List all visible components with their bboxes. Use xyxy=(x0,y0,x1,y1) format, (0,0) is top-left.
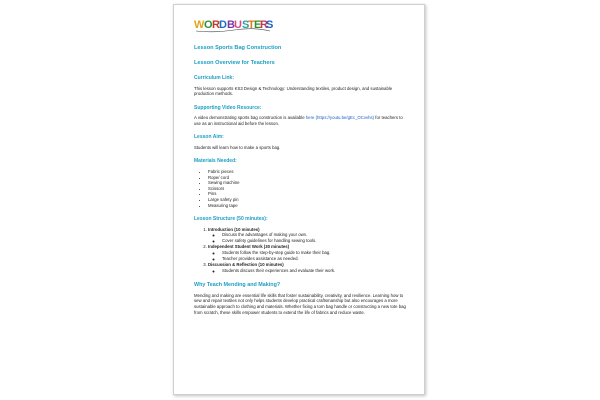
aim-heading: Lesson Aim: xyxy=(194,134,224,141)
list-item: • Scissors xyxy=(208,186,408,192)
why-text: Mending and making are essential life skills that foster sustainability, creativity, and resilience. Learning how to sew and repair textiles not only helps students develop practical craftsmanship but also encourages a more sustainable approach to clothing and materials. Whether fixing a torn bag handle or constructing a new tote bag from scratch, these skills empower students to extend the life of fabrics and reduce waste. xyxy=(194,292,406,315)
svg-text:R: R xyxy=(212,19,220,31)
phase-label: Independent Student Work (30 minutes) xyxy=(208,244,290,250)
list-item: • Measuring tape xyxy=(208,203,408,209)
materials-list xyxy=(194,169,408,208)
svg-text:S: S xyxy=(242,19,250,31)
structure-heading: Lesson Structure (50 minutes): xyxy=(194,216,268,223)
structure-phase xyxy=(208,244,408,261)
structure-phase xyxy=(208,227,408,244)
phase-label: Discussion & Reflection (10 minutes) xyxy=(208,262,284,268)
list-item: • Pins xyxy=(208,191,408,197)
svg-text:D: D xyxy=(219,19,227,31)
svg-text:S: S xyxy=(266,19,274,31)
phase-items xyxy=(208,268,408,274)
aim-text: Students will learn how to make a sports bag. xyxy=(194,144,281,150)
phase-items xyxy=(208,250,408,261)
svg-text:O: O xyxy=(204,19,213,31)
video-text-before: A video demonstrating sports bag construction is available xyxy=(194,115,306,121)
list-item: • Fabric pieces xyxy=(208,169,408,175)
phase-label: Introduction (10 minutes) xyxy=(208,226,260,232)
list-item: • Rope/ cord xyxy=(208,175,408,181)
svg-text:B: B xyxy=(227,19,235,31)
svg-text:E: E xyxy=(254,19,262,31)
why-heading: Why Teach Mending and Making? xyxy=(194,282,281,289)
list-item: ◦ Students discuss their experiences and evaluate their work. xyxy=(222,268,408,274)
list-item: ◦ Students follow the step-by-step guide to make their bag. xyxy=(222,250,408,256)
list-item: ◦ Discuss the advantages of making your own. xyxy=(222,232,408,238)
logo-graphic xyxy=(194,15,272,33)
page-content xyxy=(194,13,408,315)
video-text-after: for teachers to use as an instructional aid before the lesson. xyxy=(194,115,403,126)
svg-text:U: U xyxy=(234,19,242,31)
list-item: ◦ Teacher provides assistance as needed. xyxy=(222,256,408,262)
structure-phase xyxy=(208,262,408,273)
curriculum-text: This lesson supports KS3 Design & Technology: Understanding textiles, product design, and sustainable production methods. xyxy=(194,85,393,97)
materials-heading: Materials Needed: xyxy=(194,158,237,165)
document-subtitle: Lesson Overview for Teachers xyxy=(194,60,275,66)
svg-text:T: T xyxy=(248,19,255,31)
video-link[interactable]: here (https://youtu.be/gEc_OCvvhs) xyxy=(305,115,375,121)
curriculum-heading: Curriculum Link: xyxy=(194,75,235,81)
list-item: • Large safety pin xyxy=(208,197,408,203)
phase-items xyxy=(208,232,408,243)
svg-text:W: W xyxy=(194,19,205,31)
svg-text:R: R xyxy=(260,19,268,31)
document-page xyxy=(173,4,425,395)
document-title: Lesson Sports Bag Construction xyxy=(194,45,282,51)
list-item: • Sewing machine xyxy=(208,180,408,186)
wordbusters-logo xyxy=(194,13,408,35)
list-item: ◦ Cover safety guidelines for handling sewing tools. xyxy=(222,238,408,244)
video-paragraph xyxy=(194,115,408,126)
structure-list xyxy=(194,227,408,274)
video-heading: Supporting Video Resource: xyxy=(194,104,262,111)
